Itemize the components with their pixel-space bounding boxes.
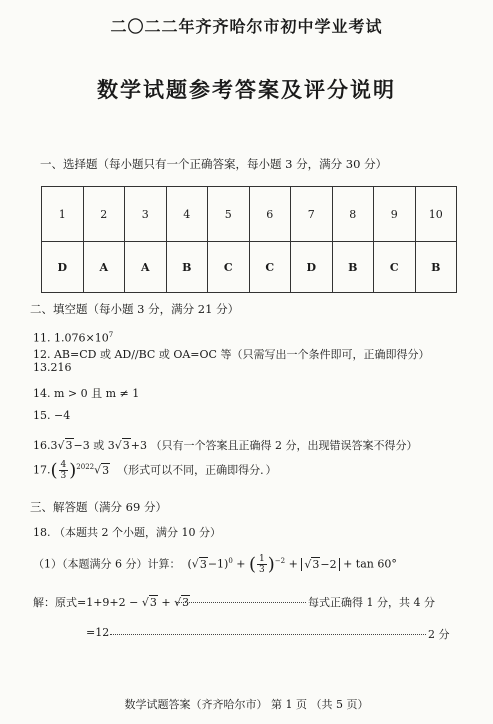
solution-plus: + <box>161 596 171 609</box>
fraction-numerator: 1 <box>259 554 265 564</box>
answer-q17 <box>33 460 277 481</box>
page-footer: 数学试题答案（齐齐哈尔市） 第 1 页 （共 5 页） <box>124 698 369 711</box>
q17-fraction <box>59 460 69 481</box>
question-number-cell: 2 <box>83 187 125 242</box>
answer-cell: B <box>166 242 208 293</box>
answer-cell: B <box>332 242 374 293</box>
sqrt-symbol: √ <box>174 596 182 609</box>
q18-radicand: 3 <box>312 557 320 571</box>
sqrt-symbol: √ <box>94 463 102 477</box>
question-number-cell: 5 <box>208 187 250 242</box>
dotted-leader <box>110 628 426 635</box>
question-number-cell: 8 <box>332 187 374 242</box>
question-number-cell: 9 <box>374 187 416 242</box>
question-number-cell: 4 <box>166 187 208 242</box>
answer-row <box>42 242 457 293</box>
answer-q12: 12. AB=CD 或 AD//BC 或 OA=OC 等（只需写出一个条件即可，正确即得分） <box>33 348 430 361</box>
q11-exponent: 7 <box>108 331 114 339</box>
q16-start: 16.3 <box>33 439 58 452</box>
q18-fraction <box>257 554 267 575</box>
fraction-numerator: 4 <box>60 460 67 470</box>
solution-result-score: 2 分 <box>428 628 450 641</box>
answer-cell: C <box>249 242 291 293</box>
fraction-denominator: 3 <box>259 565 265 575</box>
solution-step-1-score: 每式正确得 1 分，共 4 分 <box>308 596 435 609</box>
q18-minus-two: −2 <box>320 557 337 571</box>
question-number-cell: 10 <box>415 187 457 242</box>
question-18-header: 18. （本题共 2 个小题，满分 10 分） <box>33 526 221 539</box>
answer-q14: 14. m > 0 且 m ≠ 1 <box>33 387 140 400</box>
answer-q11 <box>33 331 113 345</box>
q16-radicand: 3 <box>122 439 130 452</box>
question-number-cell: 6 <box>249 187 291 242</box>
exam-title: 二〇二二年齐齐哈尔市初中学业考试 <box>110 17 383 36</box>
answer-cell: A <box>83 242 125 293</box>
q18-exponent-zero: 0 <box>228 556 233 565</box>
sqrt-symbol: √ <box>304 557 312 571</box>
sqrt-symbol: √ <box>141 596 149 609</box>
left-paren: ( <box>50 460 58 481</box>
q16-middle: −3 或 3 <box>73 439 115 452</box>
answer-table <box>41 186 457 293</box>
solution-step-1 <box>33 594 190 610</box>
section2-title: 二、填空题（每小题 3 分，满分 21 分） <box>30 302 240 316</box>
answer-cell: C <box>208 242 250 293</box>
left-paren: ( <box>249 554 257 575</box>
q17-radicand: 3 <box>102 463 110 477</box>
dotted-leader <box>176 596 306 603</box>
solution-expression: 解：原式=1+9+2 − <box>33 596 139 609</box>
right-paren: ) <box>267 554 275 575</box>
q18-absolute-value <box>301 558 339 571</box>
section1-title: 一、选择题（每小题只有一个正确答案，每小题 3 分，满分 30 分） <box>40 157 388 171</box>
q17-label: 17. <box>33 463 51 477</box>
right-paren: ) <box>69 460 77 481</box>
solution-radicand: 3 <box>149 596 157 609</box>
q18-1-label: （1）（本题满分 6 分）计算： <box>33 557 181 571</box>
answer-cell: D <box>42 242 84 293</box>
sqrt-symbol: √ <box>57 439 65 452</box>
solution-radicand: 3 <box>182 596 190 609</box>
question-18-1 <box>33 554 397 575</box>
solution-result: =12 <box>86 626 110 639</box>
q16-end: +3 （只有一个答案且正确得 2 分，出现错误答案不得分） <box>130 439 418 452</box>
q17-note: （形式可以不同，正确即得分．） <box>117 463 277 477</box>
fraction-denominator: 3 <box>60 471 67 481</box>
q18-minus-one: −1) <box>207 557 229 571</box>
q18-radicand: 3 <box>199 557 207 571</box>
section3-title: 三、解答题（满分 69 分） <box>30 500 167 514</box>
sqrt-symbol: √ <box>191 557 199 571</box>
q18-plus: + <box>236 557 246 571</box>
answer-cell: D <box>291 242 333 293</box>
answer-cell: C <box>374 242 416 293</box>
question-number-cell: 3 <box>125 187 167 242</box>
q16-radicand: 3 <box>65 439 73 452</box>
sqrt-symbol: √ <box>114 439 122 452</box>
q17-exponent: 2022 <box>76 462 95 471</box>
question-number-cell: 1 <box>42 187 84 242</box>
answer-cell: A <box>125 242 167 293</box>
answer-q16 <box>33 437 417 453</box>
q11-base: 11. 1.076×10 <box>33 331 109 345</box>
open-paren: ( <box>187 557 192 571</box>
question-number-row <box>42 187 457 242</box>
answer-q13: 13.216 <box>33 361 72 374</box>
q18-tan: + tan 60° <box>343 557 397 571</box>
document-title: 数学试题参考答案及评分说明 <box>97 77 396 102</box>
q18-plus: + <box>288 557 298 571</box>
answer-cell: B <box>415 242 457 293</box>
answer-q15: 15. −4 <box>33 409 71 422</box>
q18-exponent-neg2: −2 <box>274 556 286 565</box>
question-number-cell: 7 <box>291 187 333 242</box>
